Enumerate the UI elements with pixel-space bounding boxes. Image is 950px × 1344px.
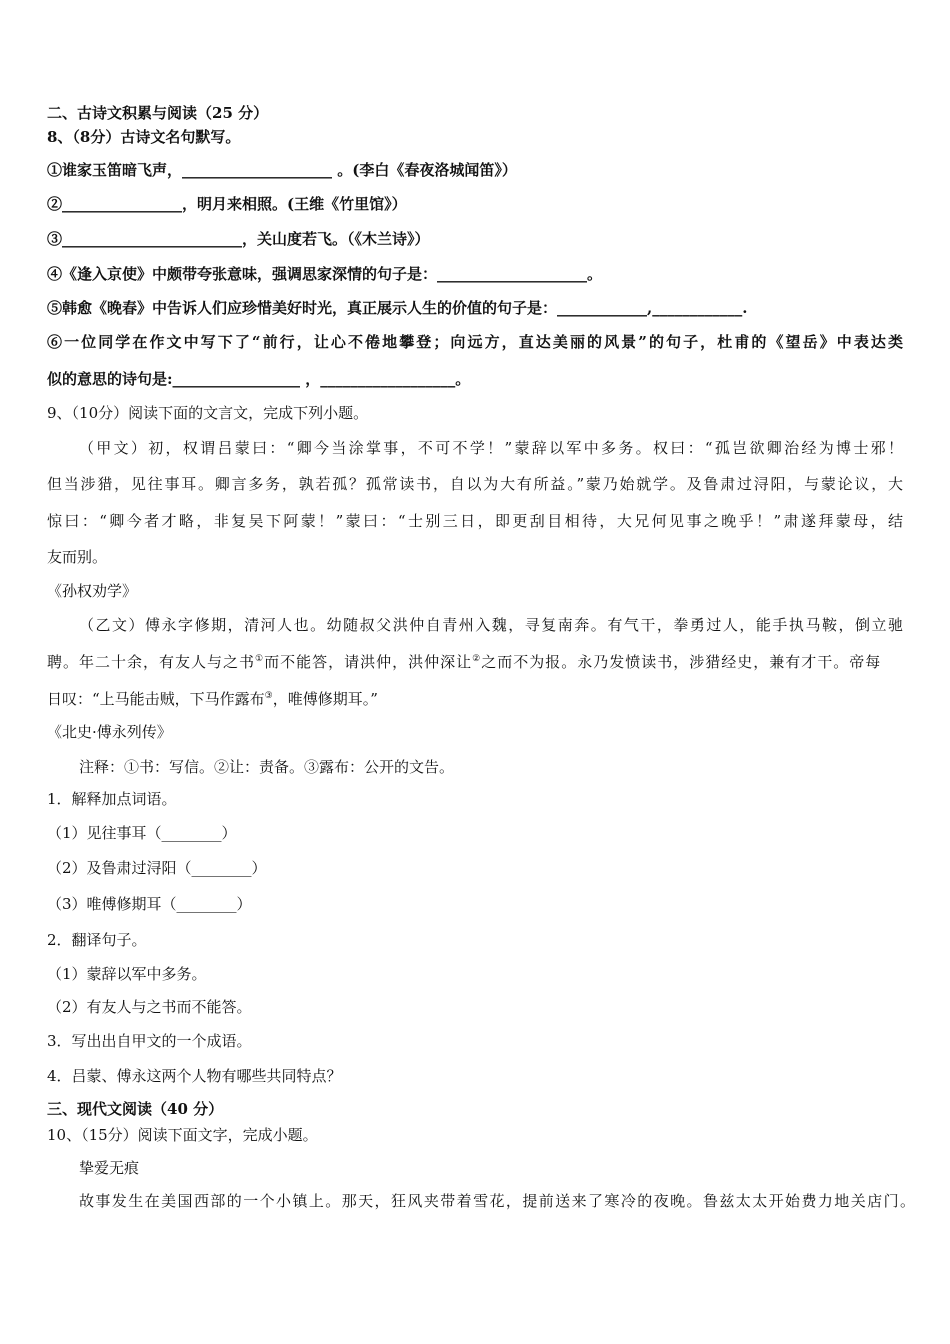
q8-item-5: ⑤韩愈《晚春》中告诉人们应珍惜美好时光，真正展示人生的价值的句子是：____________,____________. xyxy=(47,299,748,317)
jia-line-3 xyxy=(47,511,903,531)
jia-line-1 xyxy=(79,438,903,458)
q8-item-6 xyxy=(47,332,903,352)
q8-title: 8、（8分）古诗文名句默写。 xyxy=(47,128,241,146)
sub-q2-1: （1）蒙辞以军中多务。 xyxy=(47,965,207,983)
yi-line-1 xyxy=(79,615,903,635)
story-line-1-text: 故事发生在美国西部的一个小镇上。那天，狂风夹带着雪花，提前送来了寒冷的夜晚。鲁兹太太开始费力地关店门。 xyxy=(79,1192,915,1210)
yi-line-2-b: 而不能答，请洪仲，洪仲深让 xyxy=(264,653,473,671)
jia-source: 《孙权劝学》 xyxy=(47,582,138,600)
story-line-1 xyxy=(79,1191,915,1211)
footnote-mark-2: ② xyxy=(472,654,482,664)
section-3-heading: 三、现代文阅读（40 分） xyxy=(47,1100,224,1118)
footnote-mark-1: ① xyxy=(255,654,265,664)
yi-line-3 xyxy=(47,689,378,709)
q8-item-4: ④《逢入京使》中颇带夸张意味，强调思家深情的句子是：____________________。 xyxy=(47,265,603,283)
sub-q2-2: （2）有友人与之书而不能答。 xyxy=(47,998,252,1016)
q8-item-1: ①谁家玉笛暗飞声，____________________ 。(李白《春夜洛城闻笛》） xyxy=(47,161,517,179)
sub-q2: 2．翻译句子。 xyxy=(47,931,147,949)
yi-source: 《北史·傅永列传》 xyxy=(47,723,172,741)
q9-title: 9、（10分）阅读下面的文言文，完成下列小题。 xyxy=(47,404,369,422)
footnote-mark-3: ③ xyxy=(264,691,273,701)
q8-item-6-text: ⑥一位同学在作文中写下了“前行，让心不倦地攀登；向远方，直达美丽的风景”的句子，杜甫的《望岳》中表达类 xyxy=(47,333,903,351)
story-title: 挚爱无痕 xyxy=(79,1159,140,1177)
jia-line-4: 友而别。 xyxy=(47,548,108,566)
yi-line-3-a: 日叹：“上马能击贼，下马作露布 xyxy=(47,690,265,708)
yi-line-3-b: ，唯傅修期耳。” xyxy=(272,690,378,708)
annotation-note: 注释：①书：写信。②让：责备。③露布：公开的文告。 xyxy=(79,758,455,776)
jia-line-3-text: 惊曰：“卿今者才略，非复吴下阿蒙！”蒙曰：“士别三日，即更刮目相待，大兄何见事之晚乎！”肃遂拜蒙母，结 xyxy=(47,512,903,530)
q10-title: 10、（15分）阅读下面文字，完成小题。 xyxy=(47,1126,318,1144)
yi-line-2-a: 聘。年二十余，有友人与之书 xyxy=(47,653,256,671)
q8-item-3: ③________________________，关山度若飞。（《木兰诗》） xyxy=(47,230,430,248)
sub-q3: 3．写出出自甲文的一个成语。 xyxy=(47,1032,252,1050)
yi-line-1-text: （乙文）傅永字修期，清河人也。幼随叔父洪仲自青州入魏，寻复南奔。有气干，拳勇过人，能手执马鞍，倒立驰 xyxy=(79,616,903,634)
yi-line-2 xyxy=(47,652,881,672)
sub-q4: 4．吕蒙、傅永这两个人物有哪些共同特点？ xyxy=(47,1067,342,1085)
yi-line-2-c: 之而不为报。永乃发愤读书，涉猎经史，兼有才干。帝每 xyxy=(481,653,882,671)
sub-q1: 1．解释加点词语。 xyxy=(47,790,177,808)
section-2-heading: 二、古诗文积累与阅读（25 分） xyxy=(47,104,269,122)
jia-line-2 xyxy=(47,474,903,494)
sub-q1-3: （3）唯傅修期耳（________） xyxy=(47,895,252,913)
sub-q1-2: （2）及鲁肃过浔阳（________） xyxy=(47,859,267,877)
sub-q1-1: （1）见往事耳（________） xyxy=(47,824,237,842)
jia-line-2-text: 但当涉猎，见往事耳。卿言多务，孰若孤？孤常读书，自以为大有所益。”蒙乃始就学。及鲁肃过浔阳，与蒙论议，大 xyxy=(47,475,903,493)
q8-item-2: ②________________，明月来相照。(王维《竹里馆》） xyxy=(47,195,407,213)
q8-item-6-cont: 似的意思的诗句是:_________________ ，__________________。 xyxy=(47,370,471,388)
jia-line-1-text: （甲文）初，权谓吕蒙曰：“卿今当涂掌事，不可不学！”蒙辞以军中多务。权曰：“孤岂欲卿治经为博士邪！ xyxy=(79,439,903,457)
